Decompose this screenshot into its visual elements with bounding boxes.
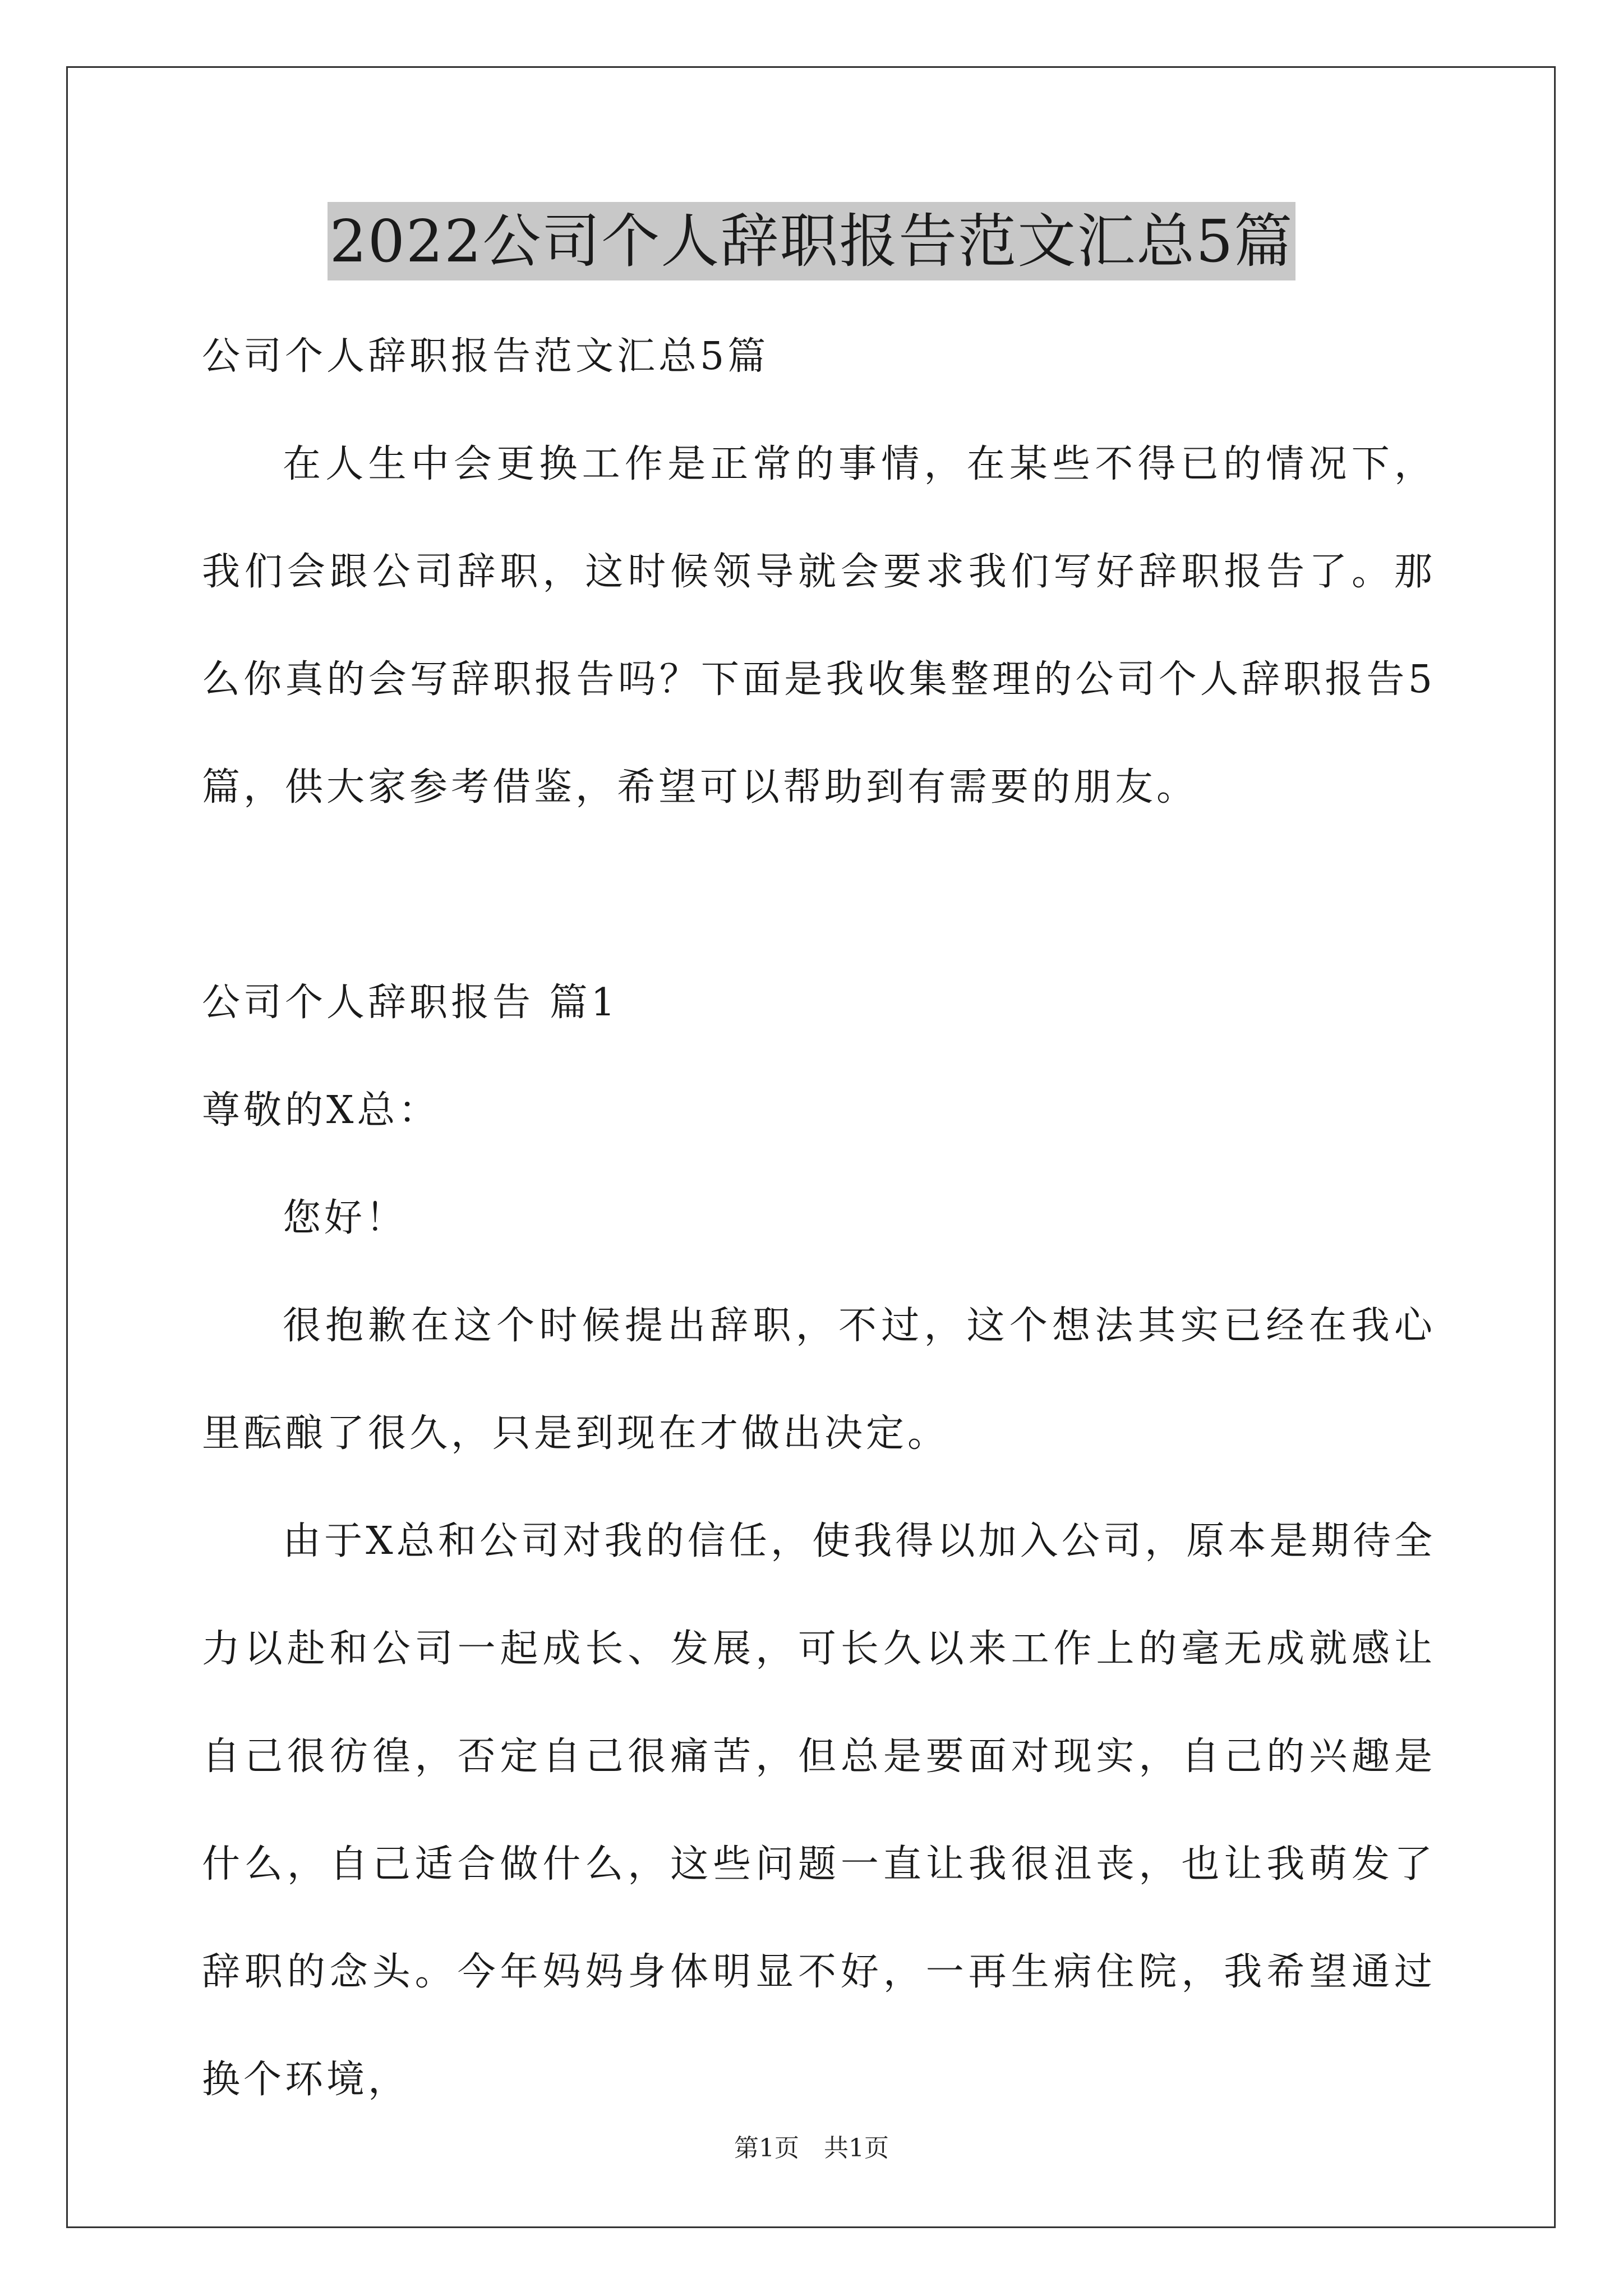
section-heading: 公司个人辞职报告 篇1 (202, 981, 619, 1025)
greeting: 您好！ (283, 1196, 408, 1240)
salutation: 尊敬的X总： (202, 1088, 440, 1133)
document-title: 2022公司个人辞职报告范文汇总5篇 (328, 202, 1296, 280)
document-body (202, 303, 1436, 2134)
body-paragraph: 很抱歉在这个时候提出辞职，不过，这个想法其实已经在我心里酝酿了很久，只是到现在才做出决定。 (202, 1304, 1436, 1456)
page-number: 第1页 (734, 2134, 799, 2162)
section-spacer (202, 841, 1436, 949)
body-paragraph: 由于X总和公司对我的信任，使我得以加入公司，原本是期待全力以赴和公司一起成长、发展，可长久以来工作上的毫无成就感让自己很彷徨，否定自己很痛苦，但总是要面对现实，自己的兴趣是什么，自己适合做什么，这些问题一直让我很沮丧，也让我萌发了辞职的念头。今年妈妈身体明显不好，一再生病住院，我希望通过换个环境， (202, 1519, 1436, 2102)
intro-paragraph: 在人生中会更换工作是正常的事情，在某些不得已的情况下，我们会跟公司辞职，这时候领导就会要求我们写好辞职报告了。那么你真的会写辞职报告吗？下面是我收集整理的公司个人辞职报告5篇，供大家参考借鉴，希望可以帮助到有需要的朋友。 (202, 442, 1436, 809)
page-footer (0, 2132, 1623, 2165)
page-total: 共1页 (824, 2134, 889, 2162)
title-area (0, 202, 1623, 280)
document-subtitle: 公司个人辞职报告范文汇总5篇 (202, 334, 769, 379)
